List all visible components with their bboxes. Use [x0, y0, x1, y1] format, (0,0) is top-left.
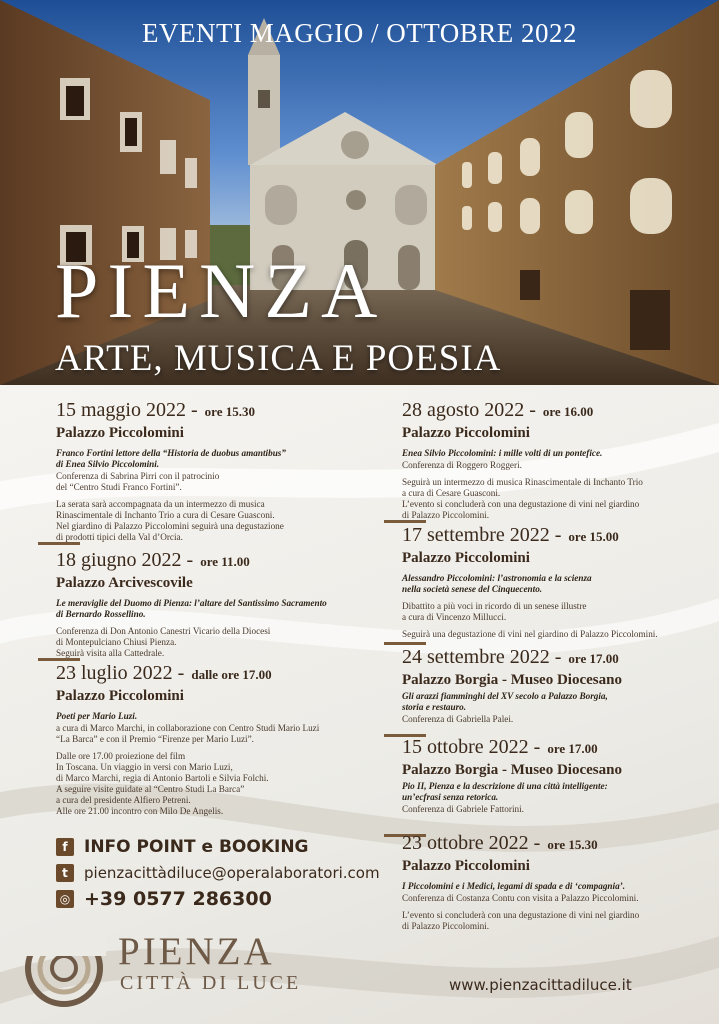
logo-tagline: CITTÀ DI LUCE [120, 972, 302, 994]
facebook-icon[interactable]: f [56, 838, 74, 856]
event-venue: Palazzo Piccolomini [402, 858, 530, 874]
event-description: Dibattito a più voci in ricordo di un senese illustre a cura di Vincenzo Millucci. [402, 601, 587, 622]
logo-wordmark: PIENZA [118, 930, 275, 973]
event-time: ore 16.00 [542, 404, 594, 419]
event-title: Franco Fortini lettore della “Historia de duobus amantibus” di Enea Silvio Piccolomini. [56, 448, 286, 469]
event-card [402, 735, 712, 831]
divider [38, 542, 80, 545]
event-title: Pio II, Pienza e la descrizione di una città intelligente: un’ecfrasi senza retorica. [402, 781, 608, 802]
event-description: Conferenza di Don Antonio Canestri Vicario della Diocesi di Montepulciano Chiusi Pienza. Seguirà visita alla Cattedrale. [56, 626, 271, 658]
event-notes: Dalle ore 17.00 proiezione del film In Toscana. Un viaggio in versi con Mario Luzi, di Marco Marchi, regia di Antonio Bartoli e Silvia Folchi. A seguire visite guidate al “Centro Studi La Barca” a cura del presidente Alfiero Petreni. Alle ore 21.00 incontro con Milo De Angelis. [56, 751, 269, 816]
event-date: 15 maggio 2022 - ore 15.30 [56, 399, 255, 421]
pienza-logo-icon [22, 926, 106, 1010]
events-period-title: EVENTI MAGGIO / OTTOBRE 2022 [142, 18, 577, 48]
info-booking-block [56, 834, 380, 912]
event-venue: Palazzo Arcivescovile [56, 575, 193, 591]
event-time: dalle ore 17.00 [191, 667, 272, 682]
event-title: Poeti per Mario Luzi. [56, 711, 138, 721]
website-link[interactable]: www.pienzacittadiluce.it [449, 976, 632, 994]
event-date: 15 ottobre 2022 - ore 17.00 [402, 736, 598, 758]
event-notes: L’evento si concluderà con una degustazione di vini nel giardino di Palazzo Piccolomini. [402, 910, 640, 931]
event-time: ore 17.00 [568, 651, 619, 666]
event-description: a cura di Marco Marchi, in collaborazione con Centro Studi Mario Luzi “La Barca” e con il Premio “Firenze per Mario Luzi”. [56, 723, 320, 744]
event-description: Conferenza di Gabriele Fattorini. [402, 804, 524, 814]
hero-photo [0, 0, 719, 385]
event-title: Alessandro Piccolomini: l’astronomia e la scienza nella società senese del Cinquecento. [402, 573, 592, 594]
event-notes: Seguirà un intermezzo di musica Rinascimentale di Inchanto Trio a cura di Cesare Guasconi. L’evento si concluderà con una degustazione di vini nel giardino di Palazzo Piccolomini. [402, 477, 643, 520]
event-notes: La serata sarà accompagnata da un intermezzo di musica Rinascimentale di Inchanto Trio a cura di Cesare Guasconi. Nel giardino di Palazzo Piccolomini seguirà una degustazione di prodotti tipici della Val d’Orcia. [56, 499, 284, 542]
event-card [56, 398, 366, 548]
event-card [402, 831, 712, 932]
event-card [56, 548, 366, 661]
instagram-icon[interactable]: ◎ [56, 890, 74, 908]
event-time: ore 17.00 [547, 741, 598, 756]
event-description: Conferenza di Sabrina Pirri con il patrocinio del “Centro Studi Franco Fortini”. [56, 471, 220, 492]
event-date: 17 settembre 2022 - ore 15.00 [402, 524, 619, 546]
event-venue: Palazzo Piccolomini [402, 425, 530, 441]
event-date: 23 ottobre 2022 - ore 15.30 [402, 832, 598, 854]
event-venue: Palazzo Piccolomini [56, 688, 184, 704]
event-venue: Palazzo Borgia - Museo Diocesano [402, 762, 622, 778]
events-right-column [402, 398, 712, 932]
info-point-label: INFO POINT e BOOKING [84, 837, 309, 857]
booking-phone[interactable]: +39 0577 286300 [84, 888, 272, 910]
event-title: I Piccolomini e i Medici, legami di spada e di ‘compagnia’. [402, 881, 626, 891]
event-venue: Palazzo Borgia - Museo Diocesano [402, 672, 622, 688]
event-description: Conferenza di Roggero Roggeri. [402, 460, 522, 470]
event-date: 28 agosto 2022 - ore 16.00 [402, 399, 594, 421]
event-series-subtitle: ARTE, MUSICA E POESIA [55, 338, 502, 379]
event-card [402, 398, 712, 523]
event-venue: Palazzo Piccolomini [402, 550, 530, 566]
event-description: Conferenza di Costanza Contu con visita a Palazzo Piccolomini. [402, 893, 639, 903]
email-row [56, 860, 380, 886]
event-notes: Seguirà una degustazione di vini nel giardino di Palazzo Piccolomini. [402, 629, 658, 639]
event-card [402, 523, 712, 645]
event-description: Conferenza di Gabriella Palei. [402, 714, 514, 724]
event-time: ore 15.30 [204, 404, 255, 419]
event-card [402, 645, 712, 735]
event-title: Gli arazzi fiamminghi del XV secolo a Palazzo Borgia, storia e restauro. [402, 691, 608, 712]
event-date: 18 giugno 2022 - ore 11.00 [56, 549, 250, 571]
event-title: Enea Silvio Piccolomini: i mille volti di un pontefice. [402, 448, 603, 458]
phone-row [56, 886, 380, 912]
event-card [56, 661, 366, 817]
event-date: 24 settembre 2022 - ore 17.00 [402, 646, 619, 668]
twitter-icon[interactable]: t [56, 864, 74, 882]
event-time: ore 15.00 [568, 529, 619, 544]
event-venue: Palazzo Piccolomini [56, 425, 184, 441]
event-date: 23 luglio 2022 - dalle ore 17.00 [56, 662, 272, 684]
town-title: PIENZA [55, 247, 387, 334]
info-point-row [56, 834, 380, 860]
events-left-column [56, 398, 366, 817]
booking-email[interactable]: pienzacittàdiluce@operalaboratori.com [84, 864, 380, 882]
event-time: ore 15.30 [547, 837, 598, 852]
event-title: Le meraviglie del Duomo di Pienza: l’altare del Santissimo Sacramento di Bernardo Rossellino. [56, 598, 327, 619]
event-time: ore 11.00 [200, 554, 250, 569]
